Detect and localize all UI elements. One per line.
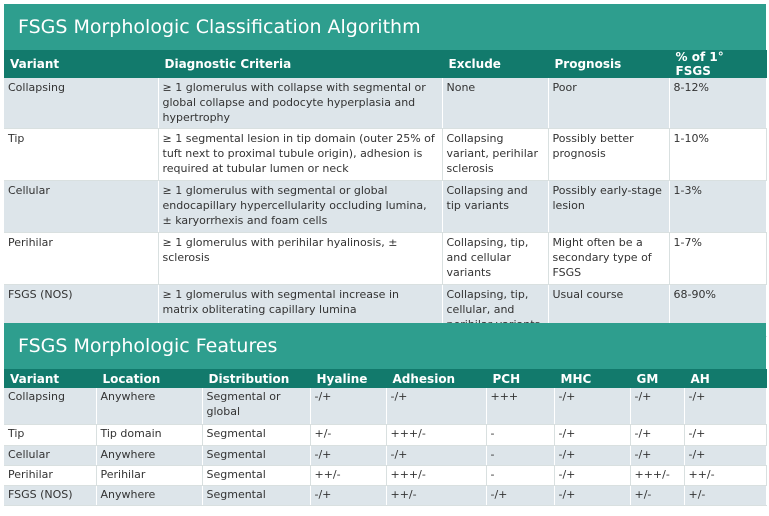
cell: +/-: [684, 485, 766, 505]
cell: -/+: [554, 485, 630, 505]
cell: -/+: [310, 485, 386, 505]
cell: -/+: [684, 388, 766, 424]
cell: -/+: [630, 445, 684, 465]
cell: ≥ 1 glomerulus with collapse with segmental or global collapse and podocyte hyperplasia and hypertrophy: [158, 78, 442, 129]
features-table: [4, 369, 767, 506]
cell: Cellular: [4, 181, 158, 233]
header-percent-fsgs: % of 1° FSGS: [669, 50, 766, 78]
header-hyaline: Hyaline: [310, 369, 386, 388]
cell: Segmental or global: [202, 388, 310, 424]
header-location: Location: [96, 369, 202, 388]
header-exclude: Exclude: [442, 50, 548, 78]
cell: -/+: [554, 445, 630, 465]
cell: Perihilar: [96, 465, 202, 485]
cell: -/+: [554, 388, 630, 424]
header-distribution: Distribution: [202, 369, 310, 388]
cell: ≥ 1 glomerulus with perihilar hyalinosis, ± sclerosis: [158, 233, 442, 285]
cell: Collapsing: [4, 388, 96, 424]
features-title: FSGS Morphologic Features: [4, 323, 766, 369]
classification-panel: [4, 4, 766, 337]
header-ah: AH: [684, 369, 766, 388]
table-header-row: [4, 50, 766, 78]
cell: -/+: [630, 424, 684, 445]
cell: Tip: [4, 129, 158, 181]
cell: Anywhere: [96, 445, 202, 465]
cell: Tip domain: [96, 424, 202, 445]
cell: 1-7%: [669, 233, 766, 285]
header-mhc: MHC: [554, 369, 630, 388]
cell: +++: [486, 388, 554, 424]
cell: -/+: [386, 445, 486, 465]
cell: ≥ 1 segmental lesion in tip domain (outer 25% of tuft next to proximal tubule origin), adhesion is required at tubular lumen or neck: [158, 129, 442, 181]
header-variant: Variant: [4, 369, 96, 388]
cell: ≥ 1 glomerulus with segmental or global endocapillary hypercellularity occluding lumina, ± karyorrhexis and foam cells: [158, 181, 442, 233]
header-pch: PCH: [486, 369, 554, 388]
table-row: [4, 78, 766, 129]
cell: -/+: [684, 424, 766, 445]
cell: -/+: [486, 485, 554, 505]
cell: Collapsing, tip, and cellular variants: [442, 233, 548, 285]
cell: -/+: [684, 445, 766, 465]
cell: -/+: [310, 445, 386, 465]
table-row: [4, 485, 766, 505]
cell: Perihilar: [4, 233, 158, 285]
cell: 1-10%: [669, 129, 766, 181]
cell: FSGS (NOS): [4, 485, 96, 505]
cell: -: [486, 445, 554, 465]
cell: ++/-: [310, 465, 386, 485]
cell: Segmental: [202, 465, 310, 485]
table-row: [4, 465, 766, 485]
cell: +++/-: [386, 465, 486, 485]
cell: ≥ 1 glomerulus with segmental increase in matrix obliterating capillary lumina: [158, 285, 442, 337]
cell: Segmental: [202, 485, 310, 505]
header-prognosis: Prognosis: [548, 50, 669, 78]
table-row: [4, 233, 766, 285]
cell: Usual course: [548, 285, 669, 337]
cell: Collapsing variant, perihilar sclerosis: [442, 129, 548, 181]
cell: Might often be a secondary type of FSGS: [548, 233, 669, 285]
cell: Poor: [548, 78, 669, 129]
cell: Tip: [4, 424, 96, 445]
cell: -/+: [310, 388, 386, 424]
classification-table: [4, 50, 767, 337]
cell: Anywhere: [96, 388, 202, 424]
cell: -: [486, 424, 554, 445]
cell: Anywhere: [96, 485, 202, 505]
classification-title: FSGS Morphologic Classification Algorithm: [4, 4, 766, 50]
cell: ++/-: [684, 465, 766, 485]
header-variant: Variant: [4, 50, 158, 78]
cell: Collapsing, tip, cellular, and: [442, 285, 548, 337]
table-row: [4, 388, 766, 424]
cell: Segmental: [202, 445, 310, 465]
table-row: [4, 445, 766, 465]
cell: 8-12%: [669, 78, 766, 129]
cell: None: [442, 78, 548, 129]
cell: -/+: [554, 424, 630, 445]
cell: -: [486, 465, 554, 485]
cell: Perihilar: [4, 465, 96, 485]
table-row: [4, 424, 766, 445]
table-row: [4, 181, 766, 233]
cell: +++/-: [386, 424, 486, 445]
cell: +/-: [310, 424, 386, 445]
table-row: [4, 129, 766, 181]
cell: Possibly early-stage lesion: [548, 181, 669, 233]
cell: -/+: [630, 388, 684, 424]
cell: Segmental: [202, 424, 310, 445]
table-header-row: [4, 369, 766, 388]
cell: Possibly better prognosis: [548, 129, 669, 181]
header-diagnostic-criteria: Diagnostic Criteria: [158, 50, 442, 78]
header-adhesion: Adhesion: [386, 369, 486, 388]
cell: -/+: [554, 465, 630, 485]
cell: +++/-: [630, 465, 684, 485]
header-gm: GM: [630, 369, 684, 388]
cell: 1-3%: [669, 181, 766, 233]
cell: FSGS (NOS): [4, 285, 158, 337]
features-panel: [4, 323, 766, 506]
cell: Collapsing and tip variants: [442, 181, 548, 233]
cell: Cellular: [4, 445, 96, 465]
cell: +/-: [630, 485, 684, 505]
cell: -/+: [386, 388, 486, 424]
cell: 68-90%: [669, 285, 766, 337]
cell: Collapsing: [4, 78, 158, 129]
cell: ++/-: [386, 485, 486, 505]
